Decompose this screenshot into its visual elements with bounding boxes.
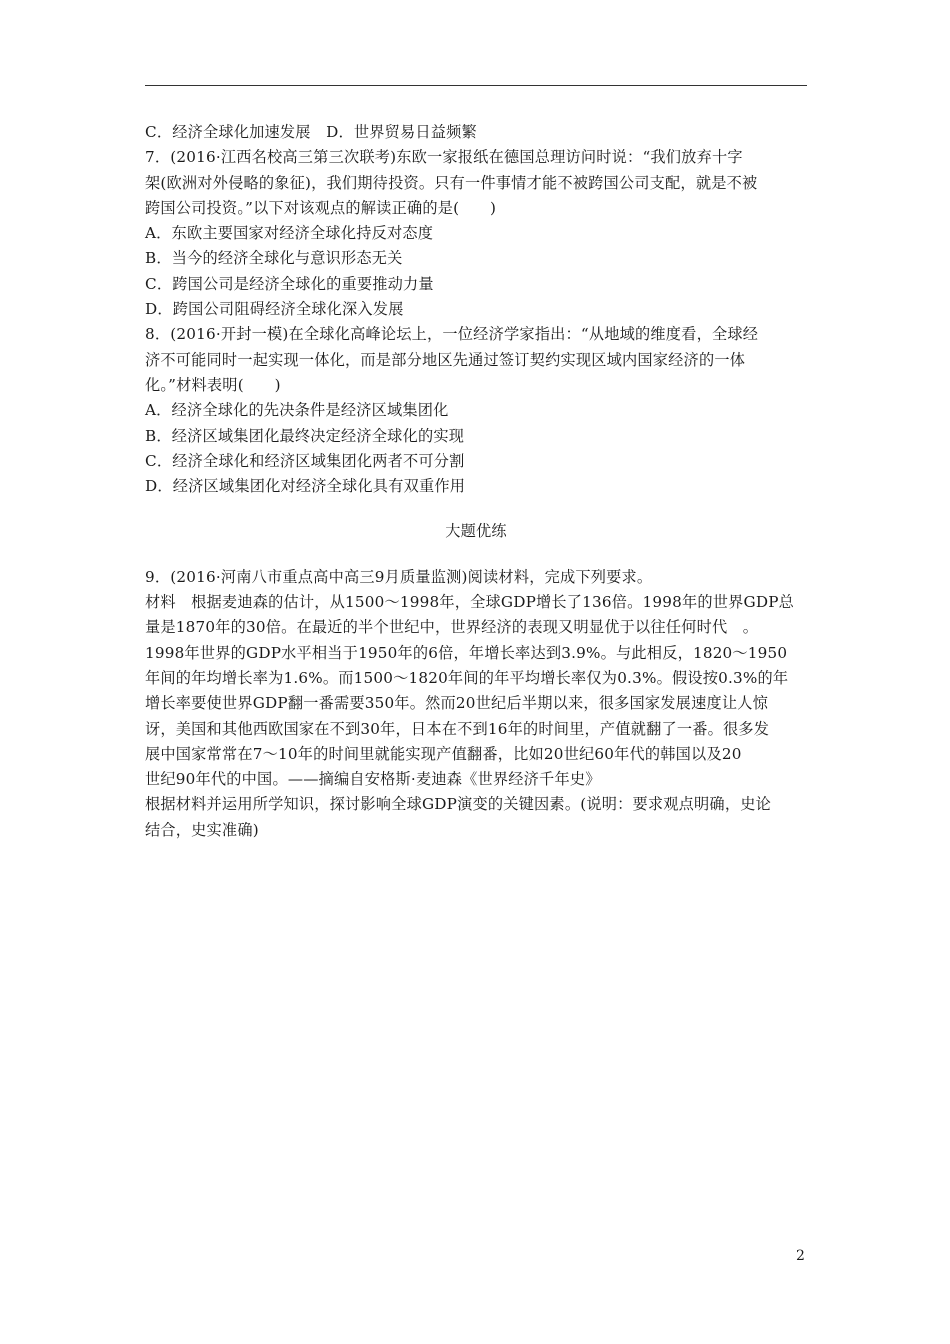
question-8-option-c: C．经济全球化和经济区域集团化两者不可分割 [145, 451, 465, 470]
section-title: 大题优练 [445, 522, 507, 541]
question-9-line: 量是1870年的30倍。在最近的半个世纪中，世界经济的表现又明显优于以往任何时代 。 [145, 618, 759, 637]
question-7-stem-line: 跨国公司投资。”以下对该观点的解读正确的是( ) [145, 198, 497, 217]
question-7-option-c: C．跨国公司是经济全球化的重要推动力量 [145, 274, 434, 293]
question-9-line: 9．(2016·河南八市重点高中高三9月质量监测)阅读材料，完成下列要求。 [145, 567, 653, 586]
question-8-stem-line: 化。”材料表明( ) [145, 375, 281, 394]
question-7-stem-line: 架(欧洲对外侵略的象征)，我们期待投资。只有一件事情才能不被跨国公司支配，就是不被 [145, 173, 758, 192]
question-8-stem-line: 8．(2016·开封一模)在全球化高峰论坛上，一位经济学家指出：“从地域的维度看，全球经 [145, 325, 759, 344]
question-8-option-b: B．经济区域集团化最终决定经济全球化的实现 [145, 426, 465, 445]
question-8-stem-line: 济不可能同时一起实现一体化，而是部分地区先通过签订契约实现区域内国家经济的一体 [145, 350, 746, 369]
question-9-line: 结合，史实准确) [145, 820, 259, 839]
question-8-option-a: A．经济全球化的先决条件是经济区域集团化 [145, 401, 449, 420]
question-7-option-a: A．东欧主要国家对经济全球化持反对态度 [145, 224, 434, 243]
question-7-stem-line: 7．(2016·江西名校高三第三次联考)东欧一家报纸在德国总理访问时说：“我们放弃十字 [145, 148, 743, 167]
question-8 [145, 322, 815, 499]
question-9-line: 世纪90年代的中国。——摘编自安格斯·麦迪森《世界经济千年史》 [145, 770, 601, 789]
question-9-line: 1998年世界的GDP水平相当于1950年的6倍，年增长率达到3.9%。与此相反，1820～1950 [145, 643, 788, 662]
question-9-line: 年间的年均增长率为1.6%。而1500～1820年间的年平均增长率仅为0.3%。假设按0.3%的年 [145, 668, 789, 687]
question-9-line: 材料 根据麦迪森的估计，从1500～1998年，全球GDP增长了136倍。1998年的世界GDP总 [145, 593, 795, 612]
question-7 [145, 145, 815, 322]
page-content [145, 120, 815, 843]
question-9-line: 根据材料并运用所学知识，探讨影响全球GDP演变的关键因素。(说明：要求观点明确，史论 [145, 795, 771, 814]
header-rule [145, 85, 807, 86]
question-6-options-cd: C．经济全球化加速发展 D．世界贸易日益频繁 [145, 123, 477, 141]
page-number: 2 [796, 1248, 805, 1264]
question-9-line: 讶，美国和其他西欧国家在不到30年，日本在不到16年的时间里，产值就翻了一番。很多发 [145, 719, 770, 738]
question-8-option-d: D．经济区域集团化对经济全球化具有双重作用 [145, 477, 466, 496]
question-9 [145, 565, 815, 843]
question-9-line: 增长率要使世界GDP翻一番需要350年。然而20世纪后半期以来，很多国家发展速度让人惊 [145, 694, 769, 713]
question-7-option-b: B．当今的经济全球化与意识形态无关 [145, 249, 403, 268]
question-9-line: 展中国家常常在7～10年的时间里就能实现产值翻番，比如20世纪60年代的韩国以及20 [145, 744, 742, 763]
question-7-option-d: D．跨国公司阻碍经济全球化深入发展 [145, 300, 404, 319]
